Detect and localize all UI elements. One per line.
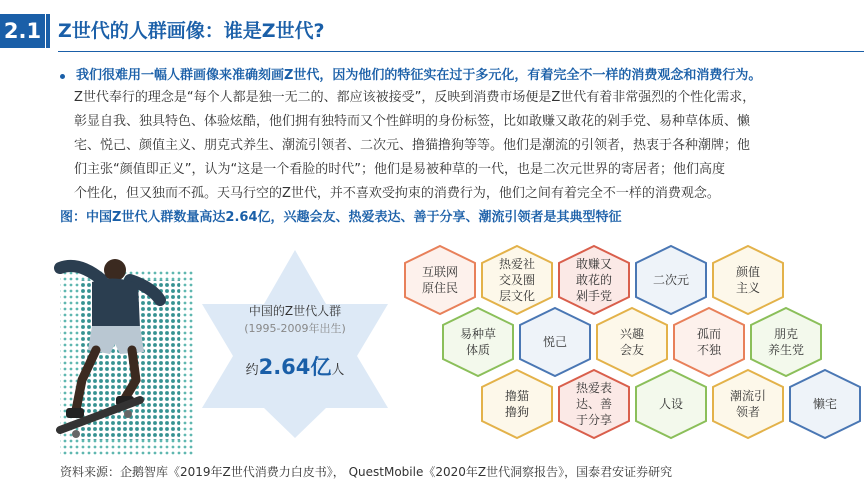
trait-hexagon-label: 颜值 主义 <box>735 265 760 295</box>
trait-hexagon-label: 朋克 养生党 <box>767 327 804 357</box>
trait-hexagon-label: 悦己 <box>542 335 567 349</box>
trait-hexagon <box>556 368 632 440</box>
bullet-headline: 我们很难用一幅人群画像来准确刻画Z世代，因为他们的特征实在过于多元化，有着完全不一样的消费观念和消费行为。 <box>76 68 762 83</box>
trait-hexagon-label: 热爱表 达、善 于分享 <box>575 381 612 427</box>
trait-hexagon <box>633 368 709 440</box>
stat-value <box>200 354 390 384</box>
trait-hexagon <box>479 368 555 440</box>
trait-hexagon-label: 潮流引 领者 <box>729 389 766 419</box>
header <box>0 14 864 50</box>
trait-hexagon-label: 互联网 原住民 <box>421 265 458 295</box>
body-line: 宅、悦己、颜值主义、朋克式养生、潮流引领者、二次元、撸猫撸狗等等。他们是潮流的引领者，热衷于各种潮牌；他 <box>74 138 751 153</box>
star-shape <box>200 248 390 440</box>
trait-hexagon-label: 兴趣 会友 <box>619 327 644 357</box>
trait-hexagon-label: 热爱社 交及圈 层文化 <box>498 257 535 303</box>
stat-unit-big: 亿 <box>310 355 332 379</box>
trait-hexagon-label: 易种草 体质 <box>459 327 496 357</box>
section-accent-bar <box>46 14 50 48</box>
body-line: Z世代奉行的理念是“每个人都是独一无二的、都应该被接受”，反映到消费市场便是Z世代有着非常强烈的个性化需求， <box>74 90 756 105</box>
stat-prefix: 约 <box>245 363 259 378</box>
stat-number: 2.64 <box>258 355 311 379</box>
trait-hexagon-label: 懒宅 <box>812 397 837 411</box>
stat-years: (1995-2009年出生) <box>244 322 346 335</box>
body-line: 彰显自我、独具特色、体验炫酷，他们拥有独特而又个性鲜明的身份标签，比如敢赚又敢花的剁手党、易种草体质、懒 <box>74 114 751 129</box>
title-divider <box>58 51 864 52</box>
stat-title: 中国的Z世代人群 <box>248 304 342 318</box>
section-number: 2.1 <box>0 14 45 48</box>
page-title: Z世代的人群画像：谁是Z世代? <box>58 20 325 42</box>
body-line: 们主张“颜值即正义”，认为“这是一个看脸的时代”；他们是易被种草的一代，也是二次元世界的寄居者；他们高度 <box>74 162 725 177</box>
stat-unit-small: 人 <box>331 363 345 378</box>
skateboarder-photo <box>20 240 200 460</box>
trait-hexagon-label: 孤而 不独 <box>696 327 721 357</box>
bullet-dot-icon <box>60 74 65 79</box>
trait-hexagon-label: 撸猫 撸狗 <box>504 389 529 419</box>
trait-hexagon <box>787 368 863 440</box>
trait-hexagon-label: 人设 <box>658 397 683 411</box>
trait-hexagon <box>710 368 786 440</box>
source-note: 资料来源：企鹅智库《2019年Z世代消费力白皮书》， QuestMobile《2020年Z世代洞察报告》，国泰君安证券研究 <box>60 465 673 479</box>
body-line: 个性化，但又独而不孤。天马行空的Z世代，并不喜欢受拘束的消费行为，他们之间有着完全不一样的消费观念。 <box>74 186 720 201</box>
trait-hexagon-label: 二次元 <box>652 273 689 287</box>
trait-hexagon-label: 敢赚又 敢花的 剁手党 <box>575 257 612 303</box>
figure-caption: 图：中国Z世代人群数量高达2.64亿，兴趣会友、热爱表达、善于分享、潮流引领者是其典型特征 <box>60 210 622 225</box>
